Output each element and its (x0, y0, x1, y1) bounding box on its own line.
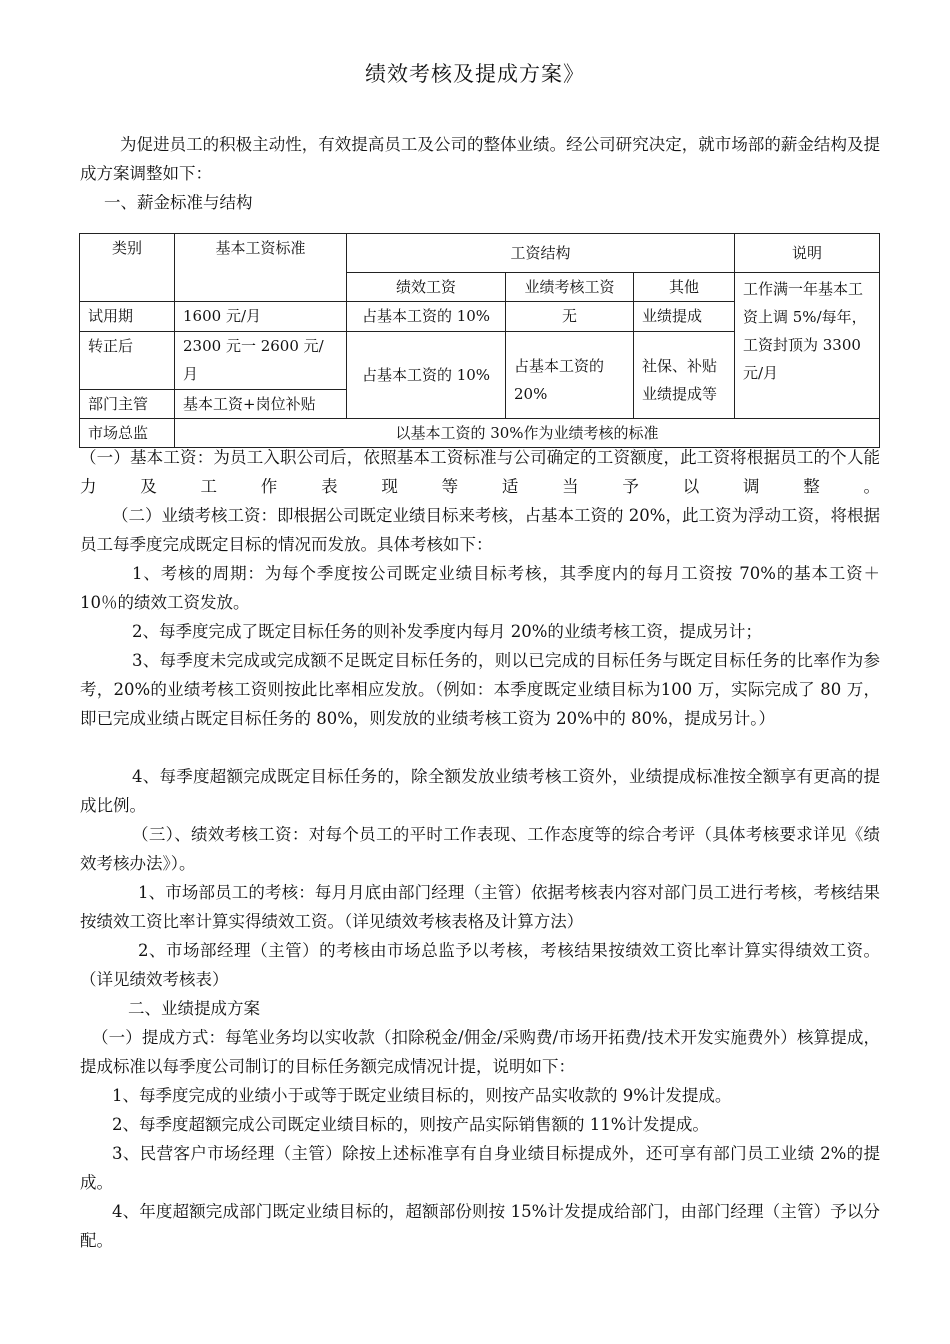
assessment-item-1: 1、考核的周期：为每个季度按公司既定业绩目标考核，其季度内的每月工资按 70%的基本工资＋10％的绩效工资发放。 (80, 564, 880, 612)
row-regular-category: 转正后 (80, 332, 175, 390)
row-director-category: 市场总监 (80, 419, 175, 448)
row-regular-base: 2300 元一 2600 元/月 (175, 332, 347, 390)
header-other: 其他 (634, 273, 735, 302)
row-probation-base: 1600 元/月 (175, 302, 347, 332)
table-row (80, 234, 880, 273)
header-assessment-pay: 业绩考核工资 (506, 273, 634, 302)
assessment-item-4: 4、每季度超额完成既定目标任务的，除全额发放业绩考核工资外，业绩提成标准按全额享有更高的提成比例。 (80, 767, 880, 815)
note-cell: 工作满一年基本工资上调 5%/每年，工资封顶为 3300 元/月 (735, 273, 880, 419)
row-regular-performance: 占基本工资的 10% (347, 332, 506, 419)
row-director-text: 以基本工资的 30%作为业绩考核的标准 (175, 419, 880, 448)
base-salary-paragraph: （一）基本工资：为员工入职公司后，依照基本工资标准与公司确定的工资额度，此工资将根据员工的个人能力及工作表现等适当予以调整。 (80, 448, 880, 496)
performance-salary-paragraph: （三）、绩效考核工资：对每个员工的平时工作表现、工作态度等的综合考评（具体考核要求详见《绩效考核办法》）。 (80, 825, 880, 873)
header-category: 类别 (80, 234, 175, 302)
commission-item-4: 4、年度超额完成部门既定业绩目标的，超额部份则按 15%计发提成给部门，由部门经理（主管）予以分配。 (80, 1202, 880, 1250)
header-note: 说明 (735, 234, 880, 273)
commission-item-2: 2、每季度超额完成公司既定业绩目标的，则按产品实际销售额的 11%计发提成。 (112, 1115, 709, 1134)
row-probation-other: 业绩提成 (634, 302, 735, 332)
row-regular-other: 社保、补贴业绩提成等 (634, 332, 735, 419)
header-performance-pay: 绩效工资 (347, 273, 506, 302)
row-regular-assessment: 占基本工资的 20% (506, 332, 634, 419)
row-probation-assessment: 无 (506, 302, 634, 332)
header-base-salary: 基本工资标准 (175, 234, 347, 302)
commission-method-paragraph: （一）提成方式：每笔业务均以实收款（扣除税金/佣金/采购费/市场开拓费/技术开发实施费外）核算提成，提成标准以每季度公司制订的目标任务额完成情况计提，说明如下： (80, 1028, 880, 1076)
salary-structure-table (79, 233, 880, 448)
performance-item-1: 1、市场部员工的考核：每月月底由部门经理（主管）依据考核表内容对部门员工进行考核，考核结果按绩效工资比率计算实得绩效工资。（详见绩效考核表格及计算方法） (80, 883, 880, 931)
assessment-item-3: 3、每季度未完成或完成额不足既定目标任务的，则以已完成的目标任务与既定目标任务的比率作为参考，20%的业绩考核工资则按此比率相应发放。（例如：本季度既定业绩目标为100 万，实际完成了 80 万，即已完成业绩占既定目标任务的 80%，则发放的业绩考核工资为 20%中的 80%，提成另计。） (80, 651, 880, 728)
section-heading-commission: 二、业绩提成方案 (128, 999, 260, 1018)
row-probation-category: 试用期 (80, 302, 175, 332)
assessment-salary-paragraph: （二）业绩考核工资：即根据公司既定业绩目标来考核，占基本工资的 20%，此工资为浮动工资，将根据员工每季度完成既定目标的情况而发放。具体考核如下： (80, 506, 880, 554)
assessment-item-2: 2、每季度完成了既定目标任务的则补发季度内每月 20%的业绩考核工资，提成另计； (132, 622, 762, 641)
intro-paragraph: 为促进员工的积极主动性，有效提高员工及公司的整体业绩。经公司研究决定，就市场部的薪金结构及提成方案调整如下： (80, 135, 880, 183)
row-supervisor-category: 部门主管 (80, 390, 175, 419)
commission-item-1: 1、每季度完成的业绩小于或等于既定业绩目标的，则按产品实收款的 9%计发提成。 (112, 1086, 732, 1105)
performance-item-2: 2、市场部经理（主管）的考核由市场总监予以考核，考核结果按绩效工资比率计算实得绩效工资。（详见绩效考核表） (80, 941, 880, 989)
row-supervisor-base: 基本工资+岗位补贴 (175, 390, 347, 419)
document-title: 绩效考核及提成方案》 (365, 62, 585, 86)
section-heading-salary: 一、薪金标准与结构 (104, 193, 253, 212)
row-probation-performance: 占基本工资的 10% (347, 302, 506, 332)
header-salary-structure: 工资结构 (347, 234, 735, 273)
commission-item-3: 3、民营客户市场经理（主管）除按上述标准享有自身业绩目标提成外，还可享有部门员工业绩 2%的提成。 (80, 1144, 880, 1192)
